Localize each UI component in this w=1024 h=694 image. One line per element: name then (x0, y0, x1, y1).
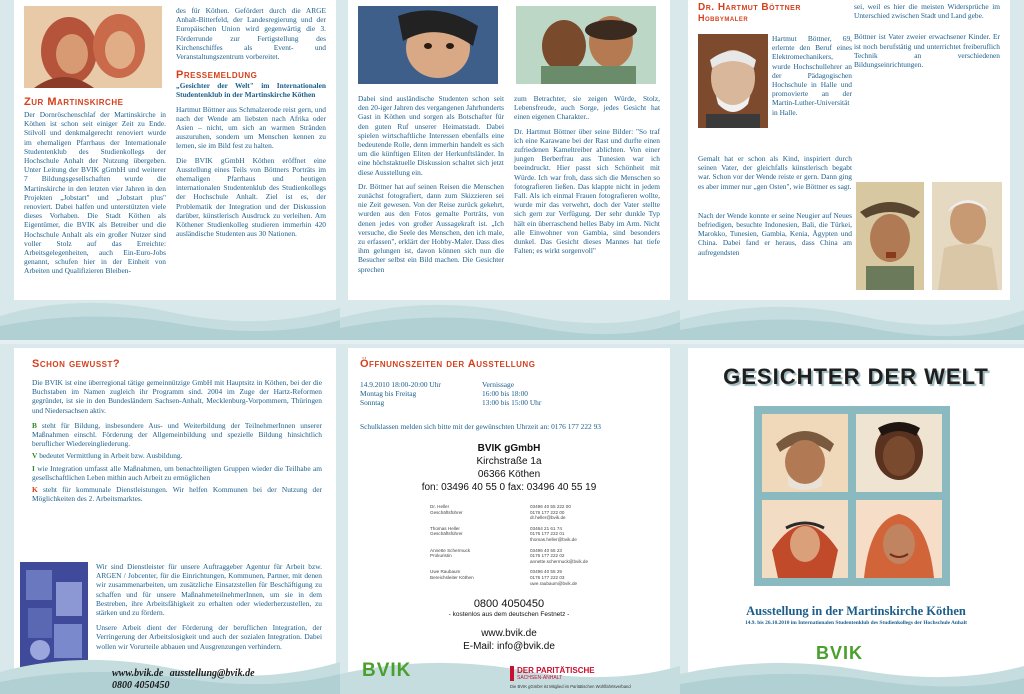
cover-photo-grid (754, 406, 950, 586)
text-v-vermittlung: V bedeutet Vermittlung in Arbeit bzw. Ausbildung. (32, 451, 183, 461)
photo-boettner-portrait (698, 34, 768, 128)
text-arbeit-dient: Unsere Arbeit dient der Förderung der beruflichen Integration, der Verringerung der Arbeitslosigkeit und auch der sozialen Integration. Dabei wollen wir Vorurteile abbauen und Ausgrenzungen verhindern. (96, 623, 322, 651)
text-reisen: Dr. Böttner hat auf seinen Reisen die Menschen zunächst fotografiert, dann zum Skizzieren sei nie Zeit gewesen. Von der Reise zurück gekehrt, wurden aus den Fotos gemalte Porträts, von denen jedes von großer Aussagekraft ist. „Ich versuche, die Seele des Menschen, den ich male, zu erfassen", erklärt der Hobby-Maler. Dass dies ihm gelungen ist, davon können sich nun die Besucher selbst ein Bild machen. Die Gesichter sprechen (358, 181, 504, 274)
text-studenten: Dabei sind ausländische Studenten schon seit den 20-iger Jahren des vergangenen Jahrhunderts Gast in Köthen und sorgen als Botschafter für den guten Ruf unserer Heimatstadt. Dabei spielen wirtschaftliche Interessen ebenfalls eine bedeutende Rolle, denn immerhin handelt es sich um die künftigen Eliten der Herkunftsländer. In eine höchstaktuelle Diskussion schaltet sich jetzt diese Ausstellung ein. (358, 94, 504, 177)
hours-table (360, 380, 650, 408)
heading-boettner: Dr. Hartmut Böttner (698, 2, 801, 13)
web-link[interactable]: www.bvik.de (481, 628, 537, 639)
heading-oeffnungszeiten: Öffnungszeiten der Ausstellung (360, 358, 536, 370)
text-b-bildung: B steht für Bildung, insbesondere Aus- und Weiterbildung der TeilnehmerInnen unserer Maßnahmen einschl. Förderung der Allgemeinbildung und spezielle Bildung hinsichtlich beruflicher Wiedereingliederung. (32, 420, 322, 449)
hours-row: Montag bis Freitag 16:00 bis 18:00 (360, 389, 528, 399)
text-bio-1: Hartmut Böttner, 69, erlernte den Beruf eines Elektromechanikers, wurde Hochschullehrer an der Pädagogischen Hochschule in Halle und promovierte an der Martin-Luther-Universität in Halle. (772, 34, 852, 117)
text-foerderung: des für Köthen. Gefördert durch die ARGE Anhalt-Bitterfeld, der Landesregierung und der Europäischen Union wird gegenwärtig die 3. Förderrunde zur Fertigstellung des Kirchenschiffes als Event- und Veranstaltungszentrum vorbereitet. (176, 6, 326, 62)
text-k-kommunal: K steht für kommunale Dienstleistungen. Wir helfen Kommunen bei der Nutzung der Möglichkeiten des 2. Arbeitsmarktes. (32, 485, 322, 504)
cover-photo-woman-smile (856, 500, 942, 578)
photo-women-portrait (24, 6, 162, 88)
org-name: BVIK gGmbH (477, 443, 541, 454)
partner-note: Die BVIK gGmbH ist Mitglied im Paritätischen Wohlfahrtsverband (510, 684, 631, 689)
contact-row: Dr. Heller Geschäftsführer 03496 40 55 222 00 0176 177 222 00 dr.heller@bvik.de (430, 504, 571, 521)
contacts-list (430, 504, 630, 591)
text-i-integration: I wie Integration umfasst alle Maßnahmen, um benachteiligten Gruppen wieder die Teilhabe am gesellschaftlichen Leben mithin auch Arbeit zu ermöglichen (32, 463, 322, 482)
heading-martinskirche: Zur Martinskirche (24, 96, 124, 108)
cover-photo-girl (856, 414, 942, 492)
panel-top-middle (348, 0, 670, 300)
panel-top-left (14, 0, 336, 300)
heading-schon-gewusst: Schon gewusst? (32, 358, 121, 370)
panel-bottom-left (14, 348, 336, 694)
partner-logo: DER PARITÄTISCHE SACHSEN-ANHALT (510, 666, 627, 681)
hotline-note: - kostenlos aus dem deutschen Festnetz - (448, 611, 570, 618)
org-fon-fax: fon: 03496 40 55 0 fax: 03496 40 55 19 (421, 482, 597, 493)
photo-man-hat-portrait (856, 182, 924, 290)
press-paragraph-2: Die BVIK gGmbH Köthen eröffnet eine Ausstellung eines Teils von Böttners Porträts im ehemaligen Pfarrhaus und heutigen internationalen Studentenklub des Studienkollegs der Hochschule Anhalt. Ziel ist es, der Problematik der Integration und der Diskussion darüber, künstlerisch Ausdruck zu verleihen. Am Köthener Studienkolleg studieren immerhin 420 ausländische Studenten aus 30 Nationen. (176, 155, 326, 239)
cover-subtitle: Ausstellung in der Martinskirche Köthen (746, 604, 966, 618)
panel-cover (688, 348, 1024, 694)
contact-row: Uwe Raubaum Bereichsleiter Köthen 03496 40 55 29 0176 177 222 03 uwe.raubaum@bvik.de (430, 569, 578, 586)
email-link[interactable]: E-Mail: info@bvik.de (463, 641, 555, 652)
hotline-block (348, 598, 670, 653)
text-bio-3: Nach der Wende konnte er seine Neugier auf Neues befriedigen, besuchte Indonesien, Bali, die Türkei, Marokko, Tunesien, Gambia, Kenia, Ägypten und China. Dabei fand er heraus, dass China am aufregendsten (698, 210, 852, 257)
photo-girl-portrait (358, 6, 498, 84)
address-block (348, 442, 670, 494)
contact-row: Annette Schermuck Prokuristin 03496 40 55 23 0176 177 222 02 annette.schermuck@bvik.de (430, 547, 589, 564)
photo-family-portrait (516, 6, 656, 84)
panel-top-right (688, 0, 1010, 300)
press-paragraph-1: Hartmut Böttner aus Schmalzerode reist gern, und nach der Wende am liebsten nach Afrika oder Asien – nicht, um sich an warmen Stränden auszuruhen, sondern um Menschen kennen zu lernen, sie im Bild fest zu halten. (176, 104, 326, 151)
subheading-hobbymaler: Hobbymaler (698, 13, 749, 23)
heading-pressemeldung: Pressemeldung (176, 69, 258, 82)
fold-band (0, 340, 1024, 344)
text-schulklassen: Schulklassen melden sich bitte mit der gewünschten Uhrzeit an: 0176 177 222 93 (360, 422, 601, 431)
org-street: Kirchstraße 1a (476, 456, 542, 467)
hotline-number: 0800 4050450 (473, 598, 545, 610)
text-martinskirche: Der Dornröschenschlaf der Martinskirche in Köthen ist schon seit einiger Zeit zu Ende. Stilvoll und denkmalgerecht renoviert wurde im ehemaligen Pfarrhaus der Internationale Studentenklub des Studienkollegs der Hochschule Anhalt der Nutzung übergeben. Unter Leitung der BVIK gGmbH und weiterer 7 Bildungsgesellschaften wurde die Martinskirche in den letzten vier Jahren in den Projekten „Jobstart" und „Jobstart plus" renoviert. Dabei halfen und unterstützten viele dieses Vorhaben. Die Stadt Köthen als Eigentümer, die BVIK als Betreiber und die Hochschule Anhalt als ein großer Nutzer sind voller Stolz auf das Erreichte: Arbeitsgelegenheiten, auch Ein-Euro-Jobs genannt, schufen hier in der Einheit von Arbeiten und Qualifizieren Bleiben- (24, 110, 166, 276)
text-bio-2: Gemalt hat er schon als Kind, inspiriert durch seinen Vater, der gleichfalls künstlerisch begabt war. Schon vor der Wende reiste er gern. Dann ging es aber immer nur „gen Osten", wie Böttner es sagt. (698, 154, 852, 191)
footer-phone: 0800 4050450 (112, 680, 170, 691)
wave-decoration-top-middle (340, 288, 680, 340)
cover-photo-woman-headscarf (762, 500, 848, 578)
contact-row: Thomas Heller Geschäftsführer 03464 21 61 74 0176 177 222 01 thomas.heller@bvik.de (430, 525, 577, 542)
footer-web-link[interactable]: www.bvik.de (112, 668, 164, 679)
panel-bottom-middle (348, 348, 670, 694)
text-betrachter: zum Betrachter, sie zeigen Würde, Stolz, Lebensfreude, auch Sorge, jedes Gesicht hat einen eigenen Charakter.. (514, 94, 660, 122)
text-bvik-intro: Die BVIK ist eine überregional tätige gemeinnützige GmbH mit Hauptsitz in Köthen, bei der die Buchstaben im Namen zugleich ihr Programm sind. 2004 im Zuge der Hartz-Reformen gegründet, ist sie in den Bundesländern Sachsen-Anhalt, Mecklenburg-Vorpommern, Thüringen und Niedersachsen aktiv. (32, 378, 322, 415)
org-city: 06366 Köthen (477, 469, 541, 480)
cover-title: GESICHTER DER WELT (723, 364, 989, 389)
cover-dates: 14.9. bis 26.10.2010 im Internationalen Studentenklub des Studienkollegs der Hochschule Anhalt (745, 620, 967, 626)
wave-decoration-cover (680, 652, 1024, 694)
hours-row: 14.9.2010 18:00-20:00 Uhr Vernissage (360, 380, 515, 389)
press-subheading: „Gesichter der Welt" im Internationalen Studentenklub in der Martinskirche Köthen (176, 81, 326, 100)
wave-decoration-top-left (0, 290, 340, 340)
photo-old-man-portrait (932, 182, 1002, 290)
hours-row: Sonntag 13:00 bis 15:00 Uhr (360, 398, 542, 408)
text-china: sei, weil es hier die meisten Widersprüche im Unterschied zwischen Stadt und Land gebe. (854, 2, 1000, 21)
bvik-logo-bottom-middle: BVIK (362, 660, 412, 681)
text-dienstleister: Wir sind Dienstleister für unsere Auftraggeber Agentur für Arbeit bzw. ARGEN / Jobcenter, für die Einrichtungen, Kommunen, Partner, mit denen wir zusammenarbeiten, um zusätzliche Einsatzstellen für Beschäftigung zu schaffen und für unsere MaßnahmeteilnehmerInnen, um sie in dem Bestreben, ihre Arbeitsfähigkeit zu erhalten oder wiederherzustellen, zu stärken und zu fördern. (96, 562, 322, 618)
text-vater: Böttner ist Vater zweier erwachsener Kinder. Er ist noch berufstätig und unterrichtet freiberuflich Technik an verschiedenen Bildungseinrichtungen. (854, 32, 1000, 70)
text-zitat-bilder: Dr. Hartmut Böttner über seine Bilder: "So traf ich eine Karawane bei der Rast und durfte einen zufriedenen Kameltreiber ablichten. Von einer jungen Berberfrau aus Tunesien war ich beeindruckt. Hier passt sich Schönheit mit Würde. Ich war froh, dass sich die Menschen so fotografieren ließen. Das klappte nicht in jedem Fall. Als ich einmal Frauen fotografieren wollte, wurde mir das verwehrt, doch der Vater stellte sich gern zur Verfügung. Der sehr dunkle Typ hält ein überraschend helles Baby im Arm. Nicht alle Einwohner von Gambia, sind besonders dunkel. Das Gesicht dieses Mannes hat tiefe Falten; es wirkt sorgenvoll" (514, 126, 660, 256)
footer-email-link[interactable]: ausstellung@bvik.de (169, 668, 255, 679)
cover-photo-man-turban (762, 414, 848, 492)
bvik-logo-cover: BVIK (816, 643, 864, 663)
wave-decoration-top-right (680, 288, 1024, 340)
